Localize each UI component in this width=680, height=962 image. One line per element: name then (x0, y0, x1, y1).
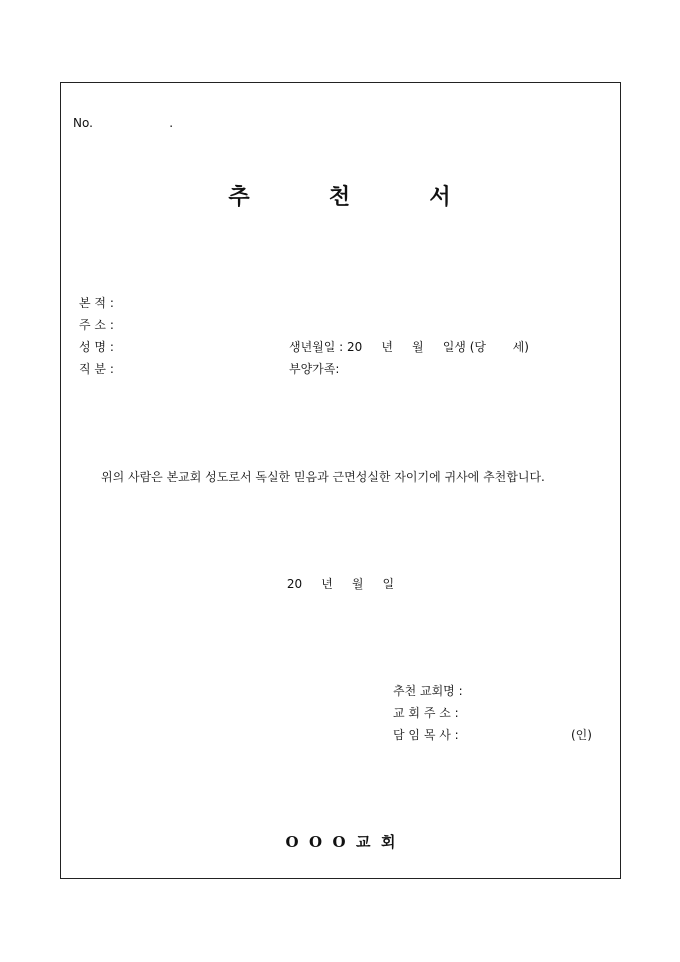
field-address: 주 소 : (79, 318, 114, 332)
field-birth: 생년월일 : 20 년 월 일생 (당 세) (289, 340, 529, 354)
seal-mark: (인) (571, 728, 592, 742)
field-dependents: 부양가족: (289, 362, 340, 376)
church-address: 교 회 주 소 : (393, 706, 459, 720)
recommendation-text: 위의 사람은 본교회 성도로서 독실한 믿음과 근면성실한 자이기에 귀사에 추천합니다. (101, 470, 545, 484)
church-name-footer: O O O 교 회 (285, 833, 396, 851)
senior-pastor: 담 임 목 사 : (393, 728, 459, 742)
field-position: 직 분 : (79, 362, 114, 376)
field-name: 성 명 : (79, 340, 114, 354)
field-domicile: 본 적 : (79, 296, 114, 310)
document-frame (60, 82, 621, 879)
document-title: 추 천 서 (228, 184, 453, 210)
document-number: No. . (73, 116, 174, 130)
issue-date: 20 년 월 일 (286, 577, 395, 591)
recommending-church-name: 추천 교회명 : (393, 684, 463, 698)
